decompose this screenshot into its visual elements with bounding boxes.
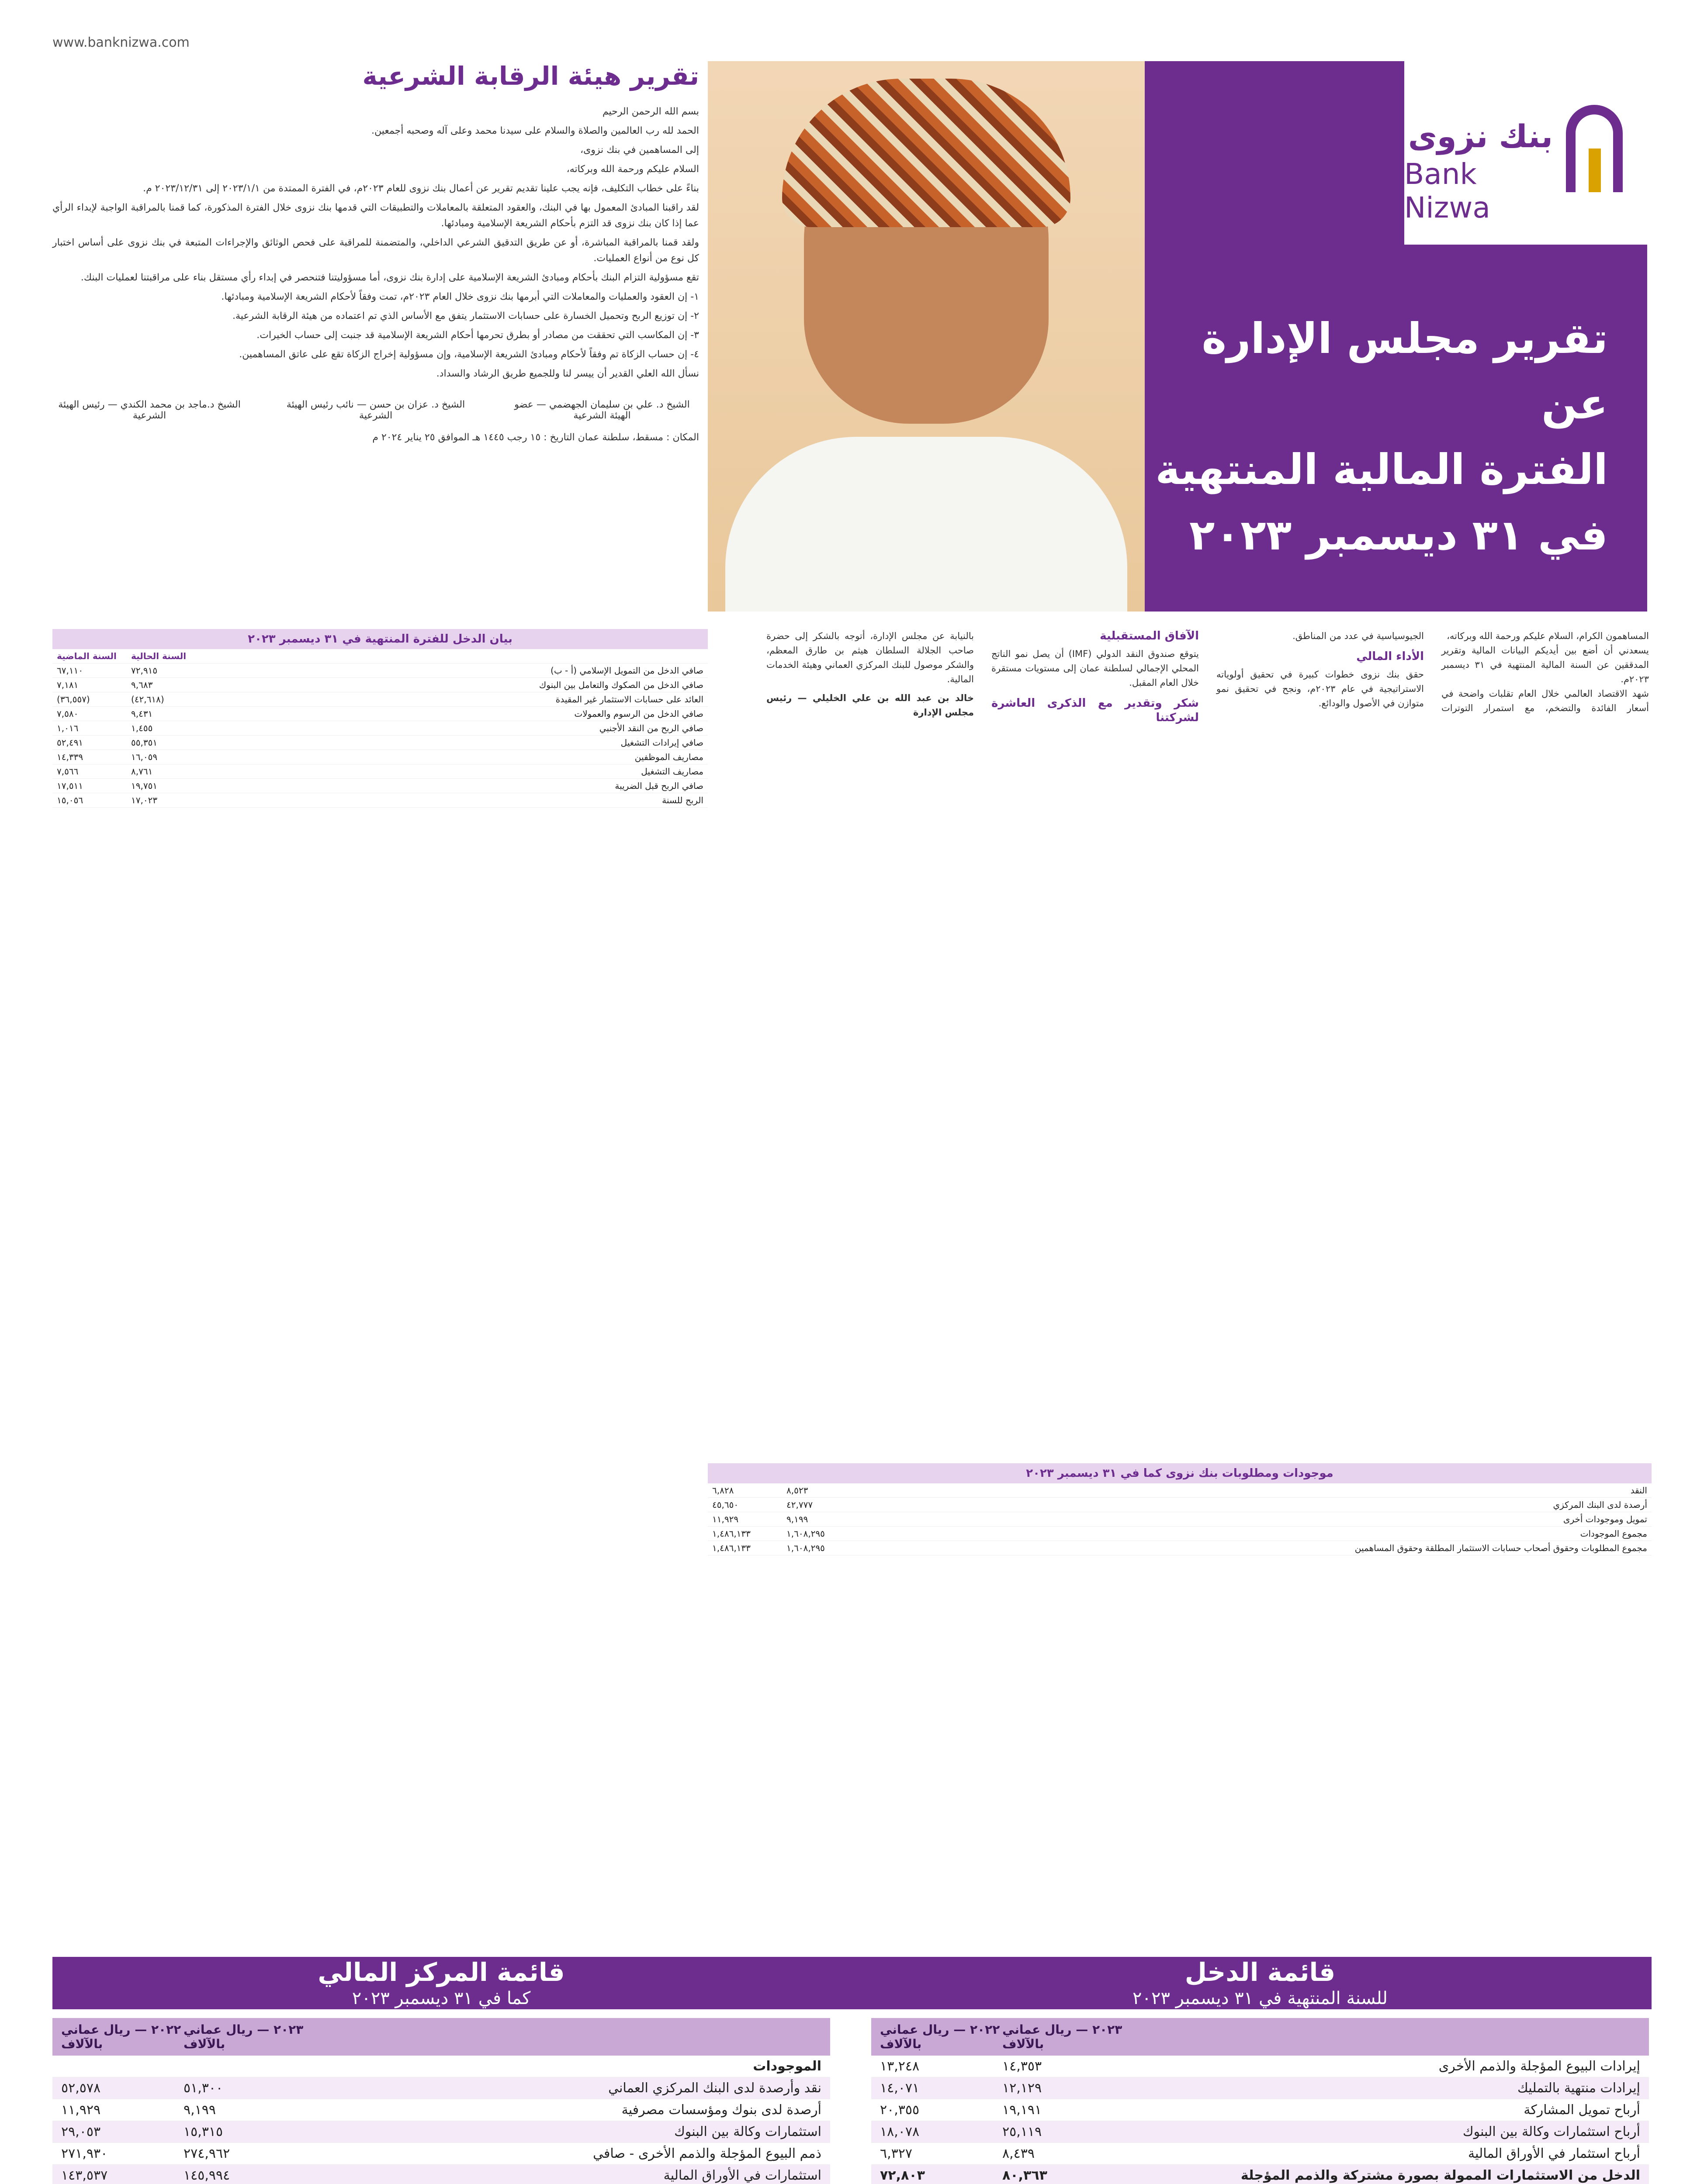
summary-row [52, 2165, 830, 2184]
summary-income-header [871, 1957, 1649, 2009]
row-label: أرباح تمويل المشاركة [1524, 2102, 1640, 2118]
summary-position-title: قائمة المركز المالي [318, 1957, 565, 1987]
value-2023: ٢٥,١١٩ [1002, 2124, 1042, 2139]
summary-position-header [52, 1957, 830, 2009]
value-previous: ١,٤٨٦,١٣٣ [708, 1527, 782, 1541]
summary-row [871, 2143, 1649, 2165]
row-label: أرباح استثمارات وكالة بين البنوك [1462, 2124, 1640, 2139]
shariah-para: ١- إن العقود والعمليات والمعاملات التي أبرمها بنك نزوى خلال العام ٢٠٢٣م، تمت وفقاً لأحكام الشريعة الإسلامية ومبادئها. [221, 291, 699, 302]
summary-row [871, 2099, 1649, 2121]
value-current: ٨,٧٦١ [127, 764, 201, 779]
table-row [52, 793, 708, 808]
value-previous: ٦٧,١١٠ [52, 663, 127, 678]
value-2023 [184, 2059, 306, 2074]
row-label: مصاريف التشغيل [201, 764, 708, 779]
row-label: ذمم البيوع المؤجلة والذمم الأخرى - صافي [592, 2146, 821, 2161]
income-statement-table [52, 649, 708, 808]
shariah-para: بسم الله الرحمن الرحيم [602, 106, 699, 117]
value-previous: ٤٥,٦٥٠ [708, 1498, 782, 1512]
row-label: مجموع المطلوبات وحقوق أصحاب حسابات الاستثمار المطلقة وحقوق المساهمين [856, 1541, 1652, 1555]
section-heading: الأداء المالي [1356, 650, 1424, 663]
row-label: الدخل من الاستثمارات الممولة بصورة مشتركة والذمم المؤجلة [1240, 2168, 1640, 2183]
row-label: مصاريف الموظفين [201, 750, 708, 764]
value-2022: ٥٢,٥٧٨ [61, 2080, 101, 2096]
value-current: ٧٢,٩١٥ [127, 663, 201, 678]
value-2022: ١٤,٠٧١ [880, 2080, 920, 2096]
value-2023: ١٤٥,٩٩٤ [184, 2168, 230, 2183]
summary-income-table [871, 2018, 1649, 2184]
financial-position-table [708, 1483, 1652, 1555]
value-previous: ٧,١٨١ [52, 678, 127, 692]
row-label: استثمارات في الأوراق المالية [663, 2168, 821, 2183]
value-2022: ١١,٩٢٩ [61, 2102, 101, 2118]
table-row [708, 1498, 1652, 1512]
summary-position-columns [52, 2018, 830, 2056]
table-row [708, 1527, 1652, 1541]
shariah-para: ٤- إن حساب الزكاة تم وفقاً لأحكام ومبادئ الشريعة الإسلامية، وإن مسؤولية إخراج الزكاة تقع على عاتق المساهمين. [239, 349, 699, 360]
row-label: نقد وأرصدة لدى البنك المركزي العماني [608, 2080, 821, 2096]
value-current: ٩,٤٣١ [127, 707, 201, 721]
article-para: شهد الاقتصاد العالمي خلال العام تقلبات واضحة في أسعار الفائدة والتضخم، مع استمرار التوترات الجيوسياسية في عدد من المناطق. [1292, 631, 1649, 713]
row-label: صافي الربح قبل الضريبة [201, 779, 708, 793]
row-label: أرباح استثمار في الأوراق المالية [1468, 2146, 1640, 2161]
summary-position-table [52, 2018, 830, 2184]
summary-income-title: قائمة الدخل [1184, 1957, 1336, 1987]
shariah-para: ٢- إن توزيع الربح وتحميل الخسارة على حسابات الاستثمار يتفق مع الأساس الذي تم اعتماده من هيئة الرقابة الشرعية. [232, 311, 699, 321]
chairman-signature: خالد بن عبد الله بن علي الخليلي — رئيس مجلس الإدارة [766, 693, 974, 718]
value-2022: ٧٢,٨٠٣ [880, 2168, 925, 2183]
article-para: بالنيابة عن مجلس الإدارة، أتوجه بالشكر إلى حضرة صاحب الجلالة السلطان هيثم بن طارق المعظم، والشكر موصول للبنك المركزي العماني وهيئة الخدمات المالية. [766, 631, 974, 684]
article-para: المساهمون الكرام، السلام عليكم ورحمة الله وبركاته، [1447, 631, 1649, 641]
place-date: المكان : مسقط، سلطنة عمان التاريخ : ١٥ رجب ١٤٤٥ هـ الموافق ٢٥ يناير ٢٠٢٤ م [372, 432, 699, 443]
row-label: الربح للسنة [201, 793, 708, 808]
shariah-para: لقد راقبنا المبادئ المعمول بها في البنك، والعقود المتعلقة بالمعاملات والتطبيقات التي قدمها بنك نزوى خلال الفترة المذكورة، كما قمنا بالمراقبة الواجبة لإبداء الرأي عما إذا كان بنك نزوى قد التزم بأحكام الشريعة الإسلامية ومبادئها. [52, 202, 699, 229]
table-row [52, 692, 708, 707]
shariah-para: نسأل الله العلي القدير أن ييسر لنا وللجميع طريق الرشاد والسداد. [436, 368, 699, 379]
article-para: حقق بنك نزوى خطوات كبيرة في تحقيق أولوياته الاستراتيجية في عام ٢٠٢٣م، ونجح في تحقيق نمو متوازن في الأصول والودائع. [1216, 669, 1424, 708]
value-2023: ٩,١٩٩ [184, 2102, 216, 2118]
summary-income-columns [871, 2018, 1649, 2056]
value-current: ١٩,٧٥١ [127, 779, 201, 793]
value-2023: ٨٠,٣٦٣ [1002, 2168, 1047, 2183]
value-current: ١٧,٠٢٣ [127, 793, 201, 808]
summary-row [52, 2077, 830, 2099]
signatures [52, 399, 699, 421]
value-2022: ٦,٣٢٧ [880, 2146, 912, 2161]
col-2023: ٢٠٢٣ — ريال عماني بالآلاف [184, 2022, 304, 2051]
chairman-photo [708, 61, 1145, 612]
value-current: ٥٥,٣٥١ [127, 736, 201, 750]
table-row [52, 736, 708, 750]
row-label: تمويل وموجودات أخرى [856, 1512, 1652, 1527]
value-2022: ١٨,٠٧٨ [880, 2124, 920, 2139]
value-2023: ٥١,٣٠٠ [184, 2080, 223, 2096]
table-row [52, 764, 708, 779]
row-label: أرصدة لدى البنك المركزي [856, 1498, 1652, 1512]
row-label: صافي إيرادات التشغيل [201, 736, 708, 750]
value-current: ٤٢,٧٧٧ [782, 1498, 856, 1512]
value-current: ١,٦٠٨,٢٩٥ [782, 1541, 856, 1555]
section-heading: الآفاق المستقبلية [1100, 629, 1199, 643]
shariah-para: إلى المساهمين في بنك نزوى، [580, 145, 699, 156]
value-2022: ١٣,٢٤٨ [880, 2059, 920, 2074]
bank-logo[interactable] [1404, 105, 1623, 225]
row-label: صافي الدخل من الرسوم والعمولات [201, 707, 708, 721]
col-label [201, 649, 708, 663]
row-label: صافي الدخل من التمويل الإسلامي (أ - ب) [201, 663, 708, 678]
logo-text-ar: بنك نزوى [1408, 118, 1553, 155]
shariah-para: الحمد لله رب العالمين والصلاة والسلام على سيدنا محمد وعلى آله وصحبه أجمعين. [371, 125, 699, 136]
value-2022: ٢٧١,٩٣٠ [61, 2146, 108, 2161]
row-label: مجموع الموجودات [856, 1527, 1652, 1541]
row-label: الموجودات [753, 2059, 821, 2074]
value-2022: ٢٩,٠٥٣ [61, 2124, 101, 2139]
summary-income-subtitle: للسنة المنتهية في ٣١ ديسمبر ٢٠٢٣ [1132, 1988, 1388, 2008]
table-row [708, 1541, 1652, 1555]
value-2022 [61, 2059, 184, 2074]
value-2023: ١٩,١٩١ [1002, 2102, 1042, 2118]
value-current: (٤٢,٦١٨) [127, 692, 201, 707]
summary-row [52, 2143, 830, 2165]
summary-row [871, 2121, 1649, 2143]
value-2023: ٢٧٤,٩٦٢ [184, 2146, 230, 2161]
shariah-title: تقرير هيئة الرقابة الشرعية [362, 61, 699, 91]
shariah-para: ٣- إن المكاسب التي تحققت من مصادر أو بطرق تحرمها أحكام الشريعة الإسلامية قد جنبت إلى حساب الخيرات. [256, 330, 699, 341]
financial-position-title: موجودات ومطلوبات بنك نزوى كما في ٣١ ديسمبر ٢٠٢٣ [708, 1463, 1652, 1483]
value-2023: ٨,٤٣٩ [1002, 2146, 1035, 2161]
logo-icon [1566, 105, 1623, 192]
table-row [52, 678, 708, 692]
row-label: العائد على حسابات الاستثمار غير المقيدة [201, 692, 708, 707]
shariah-report [52, 61, 699, 449]
website-url[interactable]: www.banknizwa.com [52, 35, 190, 50]
value-2022: ١٤٣,٥٣٧ [61, 2168, 108, 2183]
row-label: صافي الدخل من الصكوك والتعامل بين البنوك [201, 678, 708, 692]
value-current: ٩,١٩٩ [782, 1512, 856, 1527]
value-previous: ١٥,٠٥٦ [52, 793, 127, 808]
value-previous: ١٧,٥١١ [52, 779, 127, 793]
value-current: ١٦,٠٥٩ [127, 750, 201, 764]
signature-1: الشيخ د. علي بن سليمان الجهضمي — عضو الهيئة الشرعية [514, 399, 690, 421]
table-row [708, 1512, 1652, 1527]
value-previous: ٦,٨٢٨ [708, 1483, 782, 1498]
value-2023: ١٤,٣٥٣ [1002, 2059, 1042, 2074]
table-row [708, 1483, 1652, 1498]
value-current: ١,٦٠٨,٢٩٥ [782, 1527, 856, 1541]
summary-row [52, 2056, 830, 2077]
shariah-para: تقع مسؤولية التزام البنك بأحكام ومبادئ الشريعة الإسلامية على إدارة بنك نزوى، أما مسؤوليتنا فتنحصر في إبداء رأي مستقل بناء على مراقبتنا لعمليات البنك. [80, 272, 699, 283]
value-2023: ١٥,٣١٥ [184, 2124, 223, 2139]
table-row [52, 721, 708, 736]
row-label: النقد [856, 1483, 1652, 1498]
table-row [52, 750, 708, 764]
value-previous: ١١,٩٢٩ [708, 1512, 782, 1527]
table-row [52, 779, 708, 793]
value-current: ١,٤٥٥ [127, 721, 201, 736]
shariah-para: السلام عليكم ورحمة الله وبركاته، [566, 164, 699, 175]
title-line-2: الفترة المالية المنتهية [1155, 445, 1608, 494]
col-2022: ٢٠٢٢ — ريال عماني بالآلاف [880, 2022, 1000, 2051]
title-line-1: تقرير مجلس الإدارة عن [1202, 314, 1608, 429]
value-2022: ٢٠,٣٥٥ [880, 2102, 920, 2118]
row-label: أرصدة لدى بنوك ومؤسسات مصرفية [621, 2102, 821, 2118]
article-para: يسعدني أن أضع بين أيديكم البيانات المالية وتقرير المدققين عن السنة المالية المنتهية في ٣١ ديسمبر ٢٠٢٣م. [1441, 645, 1649, 684]
income-statement-title: بيان الدخل للفترة المنتهية في ٣١ ديسمبر ٢٠٢٣ [52, 629, 708, 649]
summary-row [52, 2121, 830, 2143]
title-line-3: في ٣١ ديسمبر ٢٠٢٣ [1189, 511, 1608, 560]
col-current: السنة الحالية [127, 649, 201, 663]
col-2022: ٢٠٢٢ — ريال عماني بالآلاف [61, 2022, 181, 2051]
signature-2: الشيخ د. عزان بن حسن — نائب رئيس الهيئة الشرعية [286, 399, 465, 421]
value-2023: ١٢,١٢٩ [1002, 2080, 1042, 2096]
value-previous: (٣٦,٥٥٧) [52, 692, 127, 707]
value-previous: ٥٢,٤٩١ [52, 736, 127, 750]
logo-panel [1404, 61, 1649, 245]
value-previous: ١,٠١٦ [52, 721, 127, 736]
table-row [52, 663, 708, 678]
shariah-para: بناءً على خطاب التكليف، فإنه يجب علينا تقديم تقرير عن أعمال بنك نزوى للعام ٢٠٢٣م، في الفترة الممتدة من ٢٠٢٣/١/١ إلى ٢٠٢٣/١٢/٣١ م. [143, 183, 699, 194]
article-para: يتوقع صندوق النقد الدولي (IMF) أن يصل نمو الناتج المحلي الإجمالي لسلطنة عمان إلى مستويات مستقرة خلال العام المقبل. [991, 649, 1199, 688]
row-label: إيرادات منتهية بالتمليك [1517, 2080, 1640, 2096]
logo-text-en: Bank Nizwa [1404, 157, 1490, 225]
value-previous: ٧,٥٦٦ [52, 764, 127, 779]
value-previous: ٧,٥٨٠ [52, 707, 127, 721]
financial-position-form [708, 1463, 1652, 1555]
summary-row [52, 2099, 830, 2121]
value-current: ٩,٦٨٣ [127, 678, 201, 692]
summary-row [871, 2056, 1649, 2077]
shariah-para: ولقد قمنا بالمراقبة المباشرة، أو عن طريق التدقيق الشرعي الداخلي، والمتضمنة للمراقبة على فحص الوثائق والإجراءات المتبعة في بنك نزوى على أساس اختبار كل نوع من أنواع العمليات. [52, 237, 699, 264]
col-previous: السنة الماضية [52, 649, 127, 663]
summary-position-subtitle: كما في ٣١ ديسمبر ٢٠٢٣ [352, 1988, 531, 2008]
value-previous: ١٤,٣٣٩ [52, 750, 127, 764]
report-title [1149, 306, 1608, 568]
value-current: ٨,٥٢٣ [782, 1483, 856, 1498]
table-row [52, 707, 708, 721]
summary-row [871, 2077, 1649, 2099]
col-2023: ٢٠٢٣ — ريال عماني بالآلاف [1002, 2022, 1122, 2051]
row-label: استثمارات وكالة بين البنوك [674, 2124, 821, 2139]
value-previous: ١,٤٨٦,١٣٣ [708, 1541, 782, 1555]
section-heading: شكر وتقدير مع الذكرى العاشرة لشركتنا [991, 697, 1199, 724]
income-statement-form [52, 629, 708, 808]
signature-3: الشيخ د.ماجد بن محمد الكندي — رئيس الهيئة الشرعية [58, 399, 241, 421]
board-report-body [766, 629, 1649, 1441]
summary-row [871, 2165, 1649, 2184]
row-label: إيرادات البيوع المؤجلة والذمم الأخرى [1438, 2059, 1640, 2074]
row-label: صافي الربح من النقد الأجنبي [201, 721, 708, 736]
